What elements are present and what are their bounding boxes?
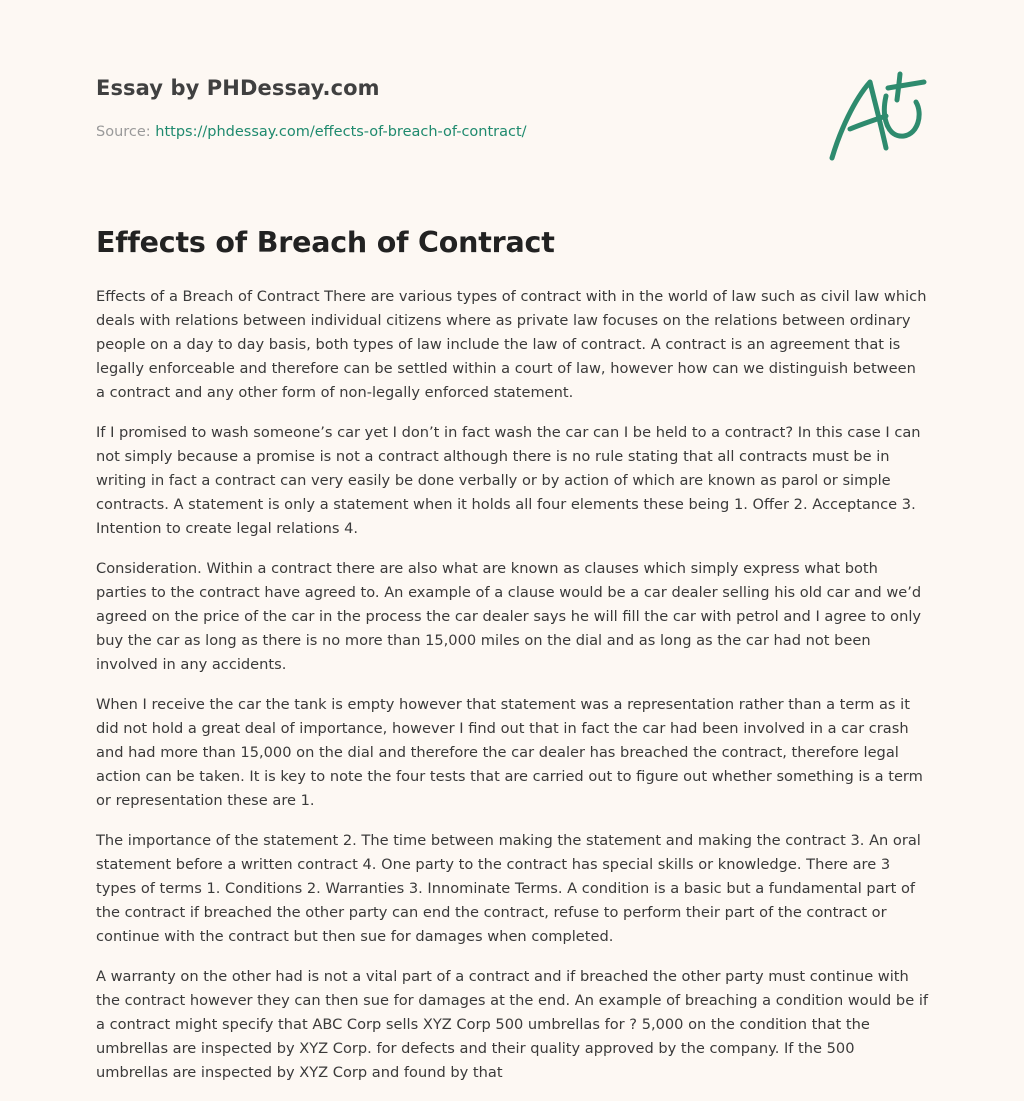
paragraph: The importance of the statement 2. The time between making the statement and making the contract 3. An oral statement before a written contract 4. One party to the contract has special skills or knowledge. There are 3 types of terms 1. Conditions 2. Warranties 3. Innominate Terms. A condition is a basic but a fundamental part of the contract if breached the other party can end the contract, refuse to perform their part of the contract or continue with the contract but then sue for damages when completed.: [96, 832, 921, 945]
a-plus-logo-icon: [826, 66, 930, 166]
paragraph: When I receive the car the tank is empty however that statement was a representation rather than a term as it did not hold a great deal of importance, however I find out that in fact the car had been involved in a car crash and had more than 15,000 on the dial and therefore the car dealer has breached the contract, therefore legal action can be taken. It is key to note the four tests that are carried out to figure out whether something is a term or representation these are 1.: [96, 696, 923, 809]
paragraph: If I promised to wash someone’s car yet I don’t in fact wash the car can I be held to a contract? In this case I can not simply because a promise is not a contract although there is no rule stating that all contracts must be in writing in fact a contract can very easily be done verbally or by action of which are known as parol or simple contracts. A statement is only a statement when it holds all four elements these being 1. Offer 2. Acceptance 3. Intention to create legal relations 4.: [96, 424, 921, 537]
source-line: [96, 124, 527, 140]
header: [96, 0, 928, 200]
site-brand: Essay by PHDessay.com: [96, 76, 380, 100]
paragraph: A warranty on the other had is not a vital part of a contract and if breached the other party must continue with the contract however they can then sue for damages at the end. An example of breaching a condition would be if a contract might specify that ABC Corp sells XYZ Corp 500 umbrellas for ? 5,000 on the condition that the umbrellas are inspected by XYZ Corp. for defects and their quality approved by the company. If the 500 umbrellas are inspected by XYZ Corp and found by that: [96, 968, 929, 1081]
essay-title: Effects of Breach of Contract: [96, 226, 555, 259]
paragraph: Consideration. Within a contract there are also what are known as clauses which simply express what both parties to the contract have agreed to. An example of a clause would be a car dealer selling his old car and we’d agreed on the price of the car in the process the car dealer says he will fill the car with petrol and I agree to only buy the car as long as there is no more than 15,000 miles on the dial and as long as the car had not been involved in any accidents.: [96, 560, 922, 673]
essay-body: [96, 285, 928, 1101]
paragraph: Effects of a Breach of Contract There are various types of contract with in the world of law such as civil law which deals with relations between individual citizens where as private law focuses on the relations between ordinary people on a day to day basis, both types of law include the law of contract. A contract is an agreement that is legally enforceable and therefore can be settled within a court of law, however how can we distinguish between a contract and any other form of non-legally enforced statement.: [96, 288, 927, 401]
source-link[interactable]: https://phdessay.com/effects-of-breach-of-contract/: [155, 124, 527, 140]
source-label: Source:: [96, 124, 151, 140]
